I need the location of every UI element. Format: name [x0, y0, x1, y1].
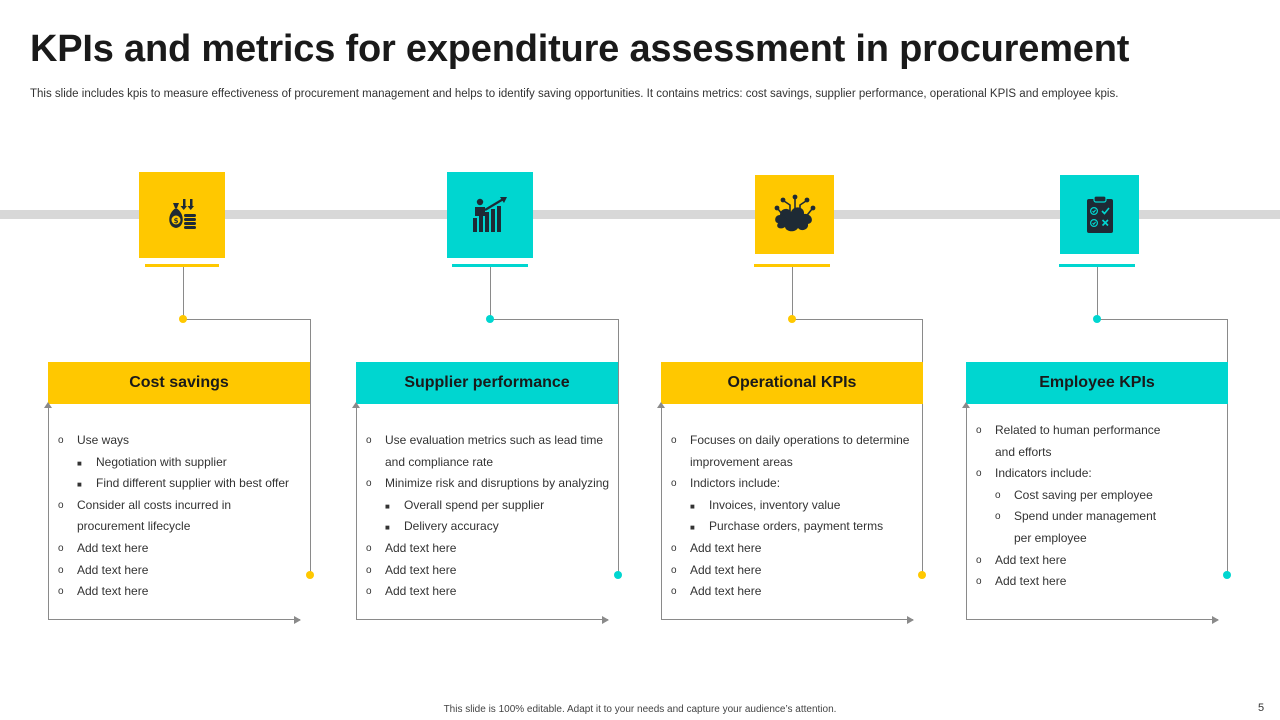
cost-savings-underline [145, 264, 219, 267]
connector-dot [788, 315, 796, 323]
circle-bullet-icon: o [671, 435, 677, 446]
list-item: o Add text here [366, 560, 616, 582]
list-item: o Add text here [58, 560, 308, 582]
card-border-left [966, 404, 967, 620]
connector-line [1097, 267, 1098, 319]
arrow-right-icon [294, 616, 301, 624]
card-header: Cost savings [48, 362, 310, 404]
list-item: o Indicators include: [976, 463, 1226, 485]
arrow-up-icon [962, 402, 970, 408]
list-item: o Add text here [366, 581, 616, 603]
growth-chart-icon [469, 194, 511, 236]
arrow-up-icon [352, 402, 360, 408]
list-item: o Use ways [58, 430, 308, 452]
list-item: ■ Overall spend per supplier [385, 495, 616, 517]
list-item: o Add text here [58, 581, 308, 603]
square-bullet-icon: ■ [690, 523, 695, 533]
connector-line [490, 319, 618, 320]
square-bullet-icon: ■ [77, 480, 82, 490]
list-item: ■ Negotiation with supplier [77, 452, 308, 474]
connector-line [490, 267, 491, 319]
arrow-up-icon [657, 402, 665, 408]
connector-line [792, 319, 923, 320]
list-item: ■ Delivery accuracy [385, 516, 616, 538]
circle-bullet-icon: o [58, 564, 64, 576]
circle-bullet-icon: o [671, 478, 677, 490]
page-number: 5 [1258, 702, 1265, 714]
list-item: o Add text here [671, 538, 921, 560]
card-border-left [661, 404, 662, 620]
supplier-performance-icon-box [447, 172, 533, 258]
circle-bullet-icon: o [366, 586, 372, 598]
connector-line [618, 319, 619, 575]
arrow-right-icon [602, 616, 609, 624]
list-item: o Add text here [976, 571, 1226, 593]
card-border-left [356, 404, 357, 620]
circle-bullet-icon: o [671, 542, 677, 554]
list-item: o Add text here [366, 538, 616, 560]
square-bullet-icon: ■ [77, 458, 82, 468]
arrow-right-icon [1212, 616, 1219, 624]
footer-note: This slide is 100% editable. Adapt it to your needs and capture your audience’s attention. [443, 704, 837, 715]
list-item: ■ Invoices, inventory value [690, 495, 921, 517]
card-body [976, 420, 1226, 593]
list-item: o Add text here [671, 560, 921, 582]
slide-title: KPIs and metrics for expenditure assessment in procurement [30, 28, 1130, 70]
circle-bullet-icon: o [671, 586, 677, 598]
list-item: ■ Find different supplier with best offer [77, 473, 308, 495]
cloud-network-icon [772, 193, 818, 237]
list-item: o Add text here [58, 538, 308, 560]
circle-bullet-icon: o [976, 554, 982, 566]
circle-bullet-icon: o [995, 511, 1001, 523]
circle-bullet-icon: o [58, 499, 64, 511]
card-operational-kpis [661, 362, 923, 620]
list-item: o Cost saving per employee [995, 485, 1226, 507]
cost-savings-icon-box [139, 172, 225, 258]
list-item: o Add text here [976, 550, 1226, 572]
employee-kpis-icon-box [1060, 175, 1139, 254]
card-cost-savings [48, 362, 310, 620]
circle-bullet-icon: o [366, 564, 372, 576]
card-header: Employee KPIs [966, 362, 1228, 404]
circle-bullet-icon: o [58, 435, 64, 446]
card-border-bottom [48, 619, 300, 620]
circle-bullet-icon: o [976, 425, 982, 436]
card-body [366, 430, 616, 603]
list-item-continued: per employee [1014, 530, 1087, 545]
list-item: o Consider all costs incurred in [58, 495, 308, 517]
circle-bullet-icon: o [366, 542, 372, 554]
money-bag-icon [162, 195, 202, 235]
circle-bullet-icon: o [366, 478, 372, 490]
card-border-bottom [356, 619, 608, 620]
arrow-up-icon [44, 402, 52, 408]
circle-bullet-icon: o [58, 542, 64, 554]
list-item-continued: and efforts [995, 444, 1052, 459]
clipboard-checklist-icon [1082, 194, 1118, 236]
list-item: o Indictors include: [671, 473, 921, 495]
card-header: Supplier performance [356, 362, 618, 404]
connector-dot [1093, 315, 1101, 323]
circle-bullet-icon: o [58, 586, 64, 598]
square-bullet-icon: ■ [385, 523, 390, 533]
connector-dot [486, 315, 494, 323]
list-item: o Related to human performance [976, 420, 1226, 442]
circle-bullet-icon: o [976, 468, 982, 480]
card-border-left [48, 404, 49, 620]
circle-bullet-icon: o [976, 576, 982, 588]
list-item-continued: improvement areas [690, 454, 793, 469]
list-item: o Spend under management [995, 506, 1226, 528]
square-bullet-icon: ■ [690, 501, 695, 511]
connector-line [183, 267, 184, 319]
slide-subtitle: This slide includes kpis to measure effectiveness of procurement management and helps to identify saving opportunities. It contains metrics: cost savings, supplier performance, operational KPIS and employee kpis. [30, 88, 1119, 100]
list-item: ■ Purchase orders, payment terms [690, 516, 921, 538]
list-item: o Focuses on daily operations to determine [671, 430, 921, 452]
card-supplier-performance [356, 362, 618, 620]
card-body [671, 430, 921, 603]
card-border-bottom [966, 619, 1218, 620]
list-item-continued: and compliance rate [385, 454, 494, 469]
card-employee-kpis [966, 362, 1228, 620]
connector-line [792, 267, 793, 319]
card-border-bottom [661, 619, 913, 620]
arrow-right-icon [907, 616, 914, 624]
connector-line [183, 319, 311, 320]
svg-text:$: $ [173, 217, 179, 225]
list-item: o Add text here [671, 581, 921, 603]
connector-line [310, 319, 311, 575]
connector-dot [179, 315, 187, 323]
list-item: o Use evaluation metrics such as lead time [366, 430, 616, 452]
card-body [58, 430, 308, 603]
operational-kpis-icon-box [755, 175, 834, 254]
circle-bullet-icon: o [995, 489, 1001, 501]
list-item: o Minimize risk and disruptions by analyzing [366, 473, 616, 495]
circle-bullet-icon: o [366, 435, 372, 446]
connector-line [1097, 319, 1228, 320]
circle-bullet-icon: o [671, 564, 677, 576]
list-item-continued: procurement lifecycle [77, 519, 191, 534]
card-header: Operational KPIs [661, 362, 923, 404]
square-bullet-icon: ■ [385, 501, 390, 511]
